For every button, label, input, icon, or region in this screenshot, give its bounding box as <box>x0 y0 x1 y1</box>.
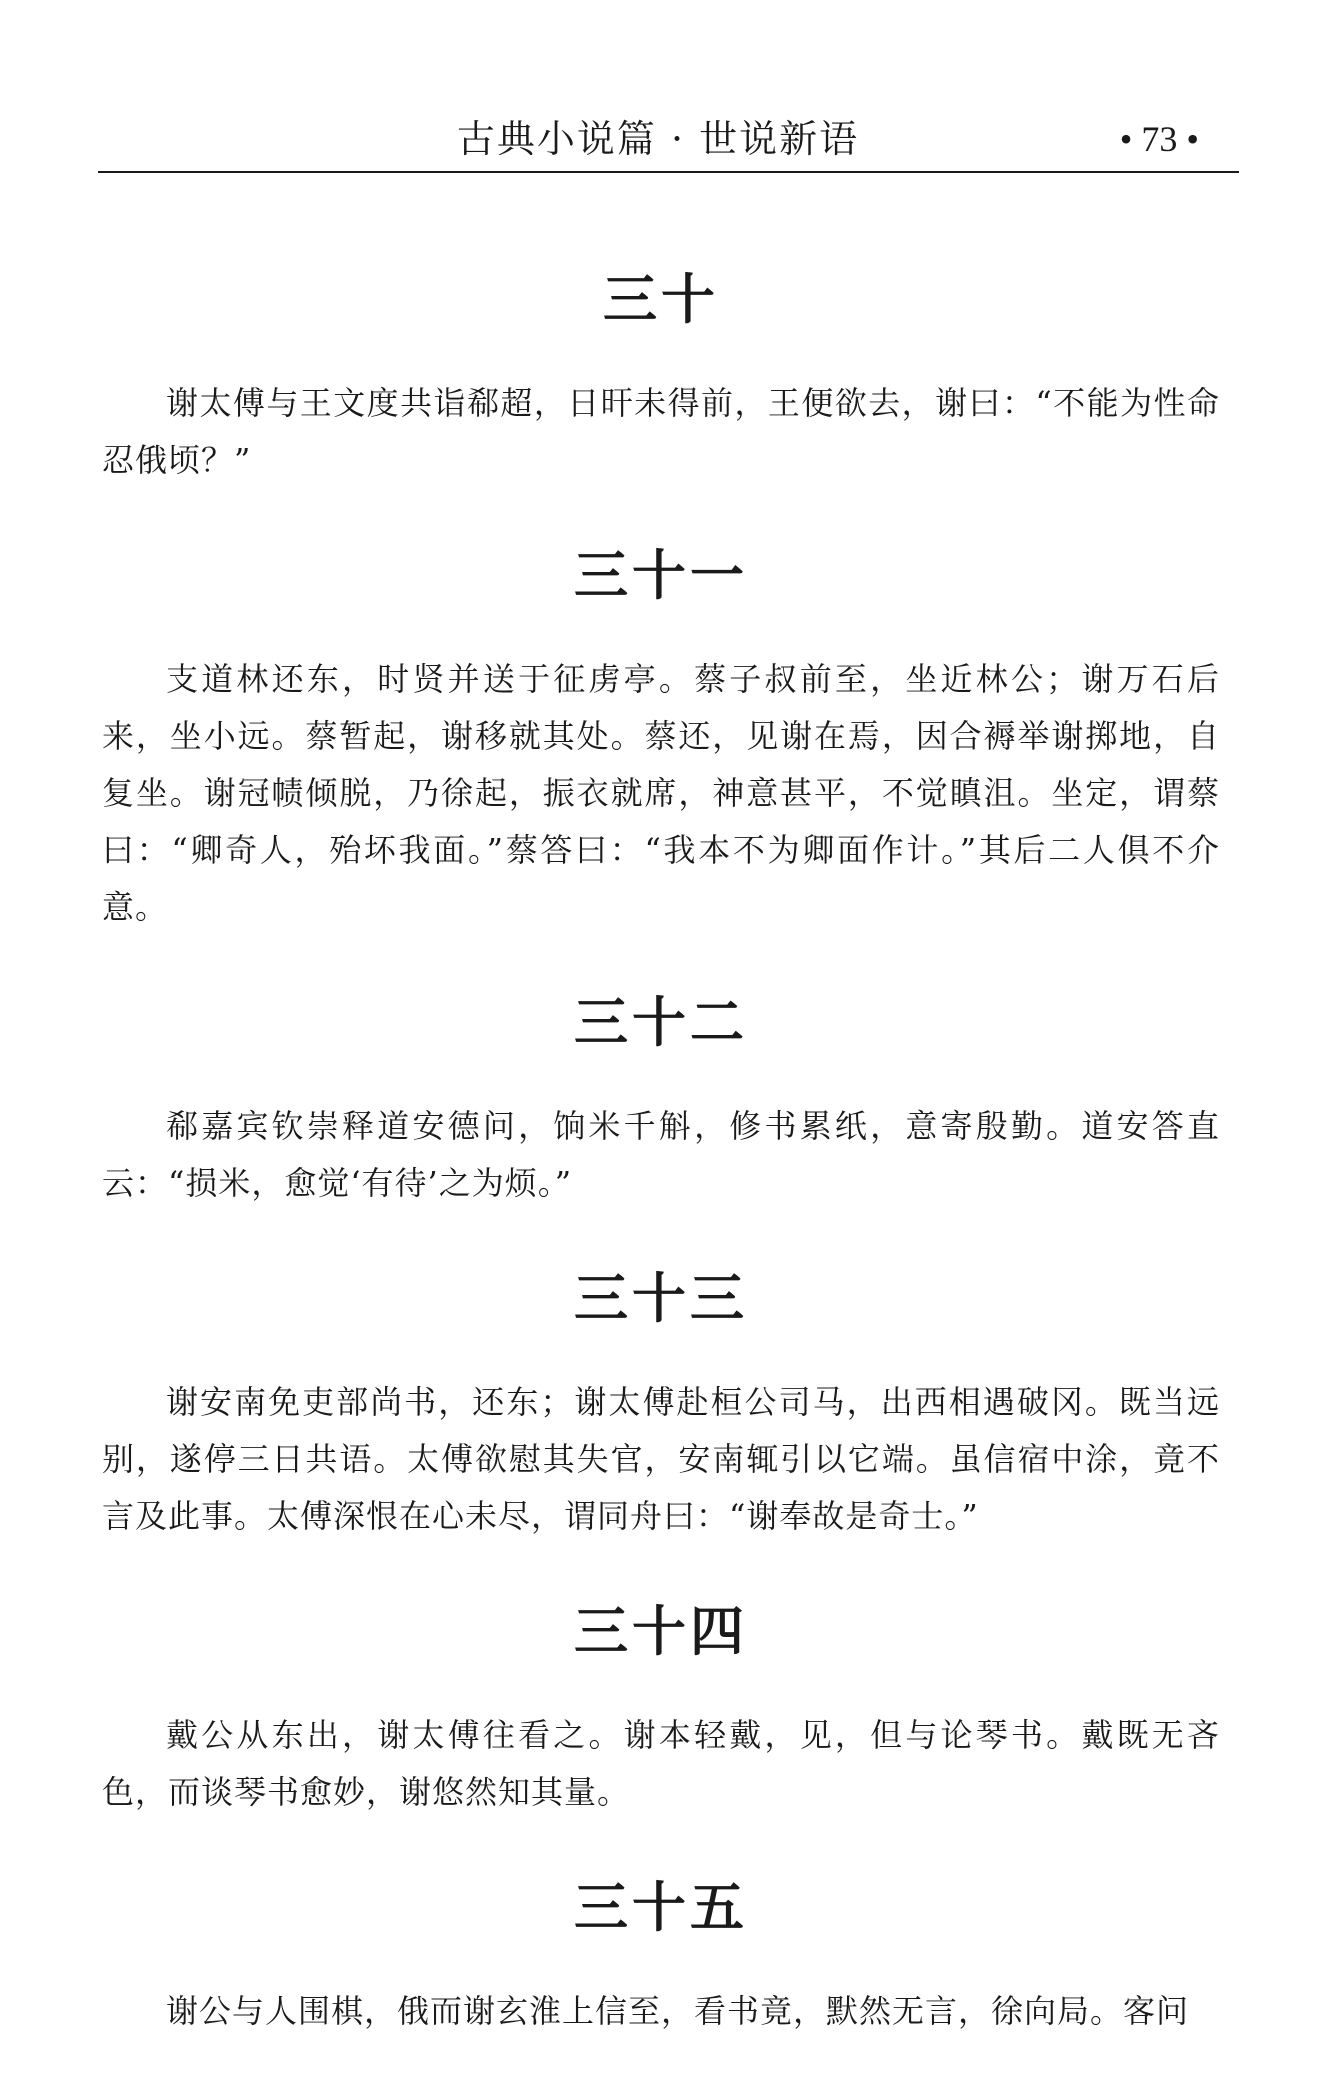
section-paragraph: 支道林还东，时贤并送于征虏亭。蔡子叔前至，坐近林公；谢万石后来，坐小远。蔡暂起，谢移就其处。蔡还，见谢在焉，因合褥举谢掷地，自复坐。谢冠帻倾脱，乃徐起，振衣就席，神意甚平，不觉瞋沮。坐定，谓蔡曰：“卿奇人，殆坏我面。”蔡答曰：“我本不为卿面作计。”其后二人俱不介意。 <box>102 660 1220 926</box>
section-35 <box>102 1873 1220 2040</box>
section-paragraph: 戴公从东出，谢太傅往看之。谢本轻戴，见，但与论琴书。戴既无吝色，而谈琴书愈妙，谢悠然知其量。 <box>102 1716 1220 1811</box>
running-head <box>98 108 1239 170</box>
section-paragraph: 谢太傅与王文度共诣郗超，日旰未得前，王便欲去，谢曰：“不能为性命忍俄顷？” <box>102 384 1220 479</box>
page-number: • 73 • <box>1119 119 1199 159</box>
section-heading: 三十二 <box>574 991 748 1054</box>
header-rule <box>98 171 1239 173</box>
book-title: 古典小说篇 · 世说新语 <box>456 117 860 161</box>
body-text <box>102 265 1220 2092</box>
section-paragraph: 谢公与人围棋，俄而谢玄淮上信至，看书竟，默然无言，徐向局。客问 <box>166 1992 1190 2030</box>
section-heading: 三十五 <box>574 1876 748 1939</box>
section-heading: 三十一 <box>574 544 748 607</box>
section-30 <box>102 265 1220 489</box>
section-paragraph: 谢安南免吏部尚书，还东；谢太傅赴桓公司马，出西相遇破冈。既当远别，遂停三日共语。太傅欲慰其失官，安南辄引以它端。虽信宿中涂，竟不言及此事。太傅深恨在心未尽，谓同舟曰：“谢奉故是奇士。” <box>102 1383 1220 1535</box>
section-31 <box>102 541 1220 936</box>
section-32 <box>102 988 1220 1212</box>
section-heading: 三十三 <box>574 1267 748 1330</box>
section-heading: 三十四 <box>574 1600 748 1663</box>
section-34 <box>102 1597 1220 1821</box>
section-heading: 三十 <box>603 268 719 331</box>
section-33 <box>102 1264 1220 1545</box>
section-paragraph: 郗嘉宾钦崇释道安德问，饷米千斛，修书累纸，意寄殷勤。道安答直云：“损米，愈觉‘有待’之为烦。” <box>102 1107 1220 1202</box>
